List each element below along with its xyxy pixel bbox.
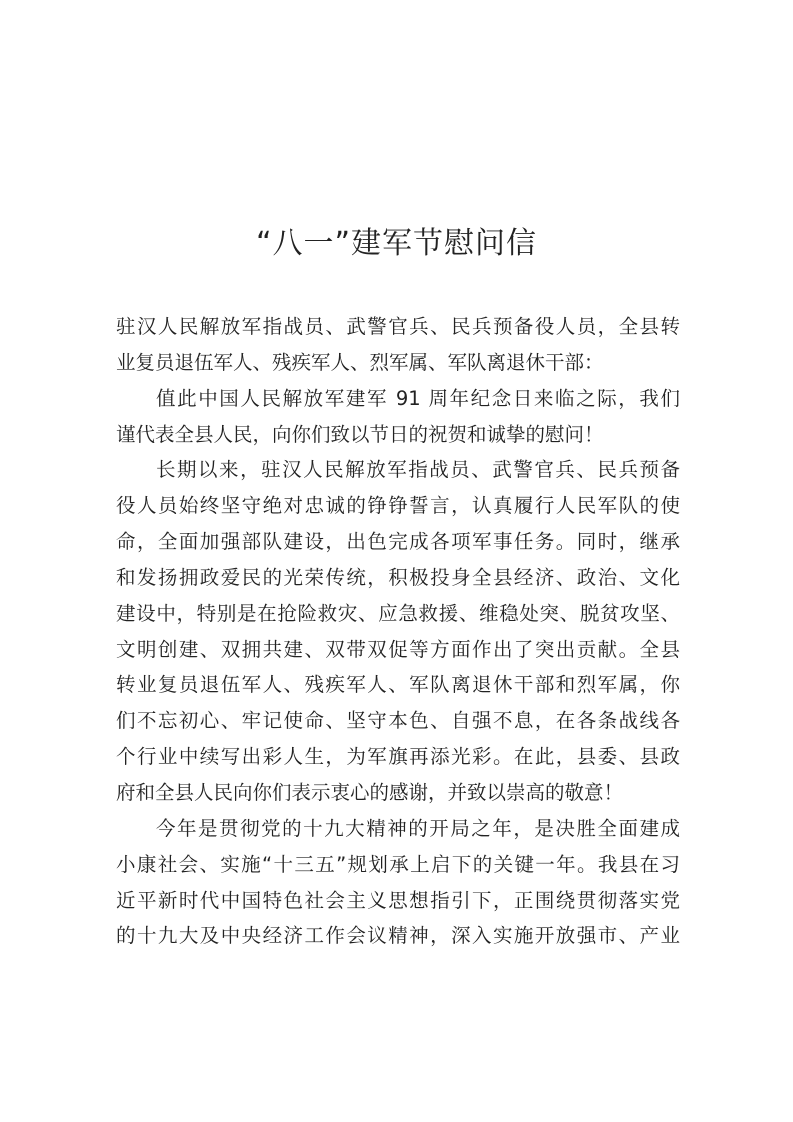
text-line: 谨代表全县人民，向你们致以节日的祝贺和诚挚的慰问！ <box>116 422 604 446</box>
text-line: 的十九大及中央经济工作会议精神，深入实施开放强市、产业 <box>116 924 680 948</box>
text-line: 驻汉人民解放军指战员、武警官兵、民兵预备役人员，全县转 <box>116 315 680 338</box>
letter-body <box>116 309 680 954</box>
text-line: 命，全面加强部队建设，出色完成各项军事任务。同时，继承 <box>116 530 680 554</box>
text-line: 个行业中续写出彩人生，为军旗再添光彩。在此，县委、县政 <box>116 745 680 769</box>
text-line: 今年是贯彻党的十九大精神的开局之年，是决胜全面建成 <box>156 816 680 840</box>
text-line: 转业复员退伍军人、残疾军人、军队离退休干部和烈军属，你 <box>116 673 680 697</box>
text-line: 文明创建、双拥共建、双带双促等方面作出了突出贡献。全县 <box>116 637 680 661</box>
text-line: 府和全县人民向你们表示衷心的感谢，并致以崇高的敬意！ <box>116 780 624 804</box>
text-line: 业复员退伍军人、残疾军人、烈军属、军队离退休干部： <box>116 350 604 374</box>
text-line: 近平新时代中国特色社会主义思想指引下，正围绕贯彻落实党 <box>116 888 680 912</box>
text-line: 建设中，特别是在抢险救灾、应急救援、维稳处突、脱贫攻坚、 <box>116 601 680 625</box>
text-line: 和发扬拥政爱民的光荣传统，积极投身全县经济、政治、文化 <box>116 565 680 589</box>
document-title: “八一”建军节慰问信 <box>255 226 538 261</box>
text-line: 们不忘初心、牢记使命、坚守本色、自强不息，在各条战线各 <box>116 709 680 733</box>
text-line: 役人员始终坚守绝对忠诚的铮铮誓言，认真履行人民军队的使 <box>116 494 680 518</box>
text-line: 值此中国人民解放军建军 91 周年纪念日来临之际，我们 <box>156 386 680 410</box>
text-line: 长期以来，驻汉人民解放军指战员、武警官兵、民兵预备 <box>156 458 680 482</box>
text-line: 小康社会、实施“十三五”规划承上启下的关键一年。我县在习 <box>116 852 680 876</box>
